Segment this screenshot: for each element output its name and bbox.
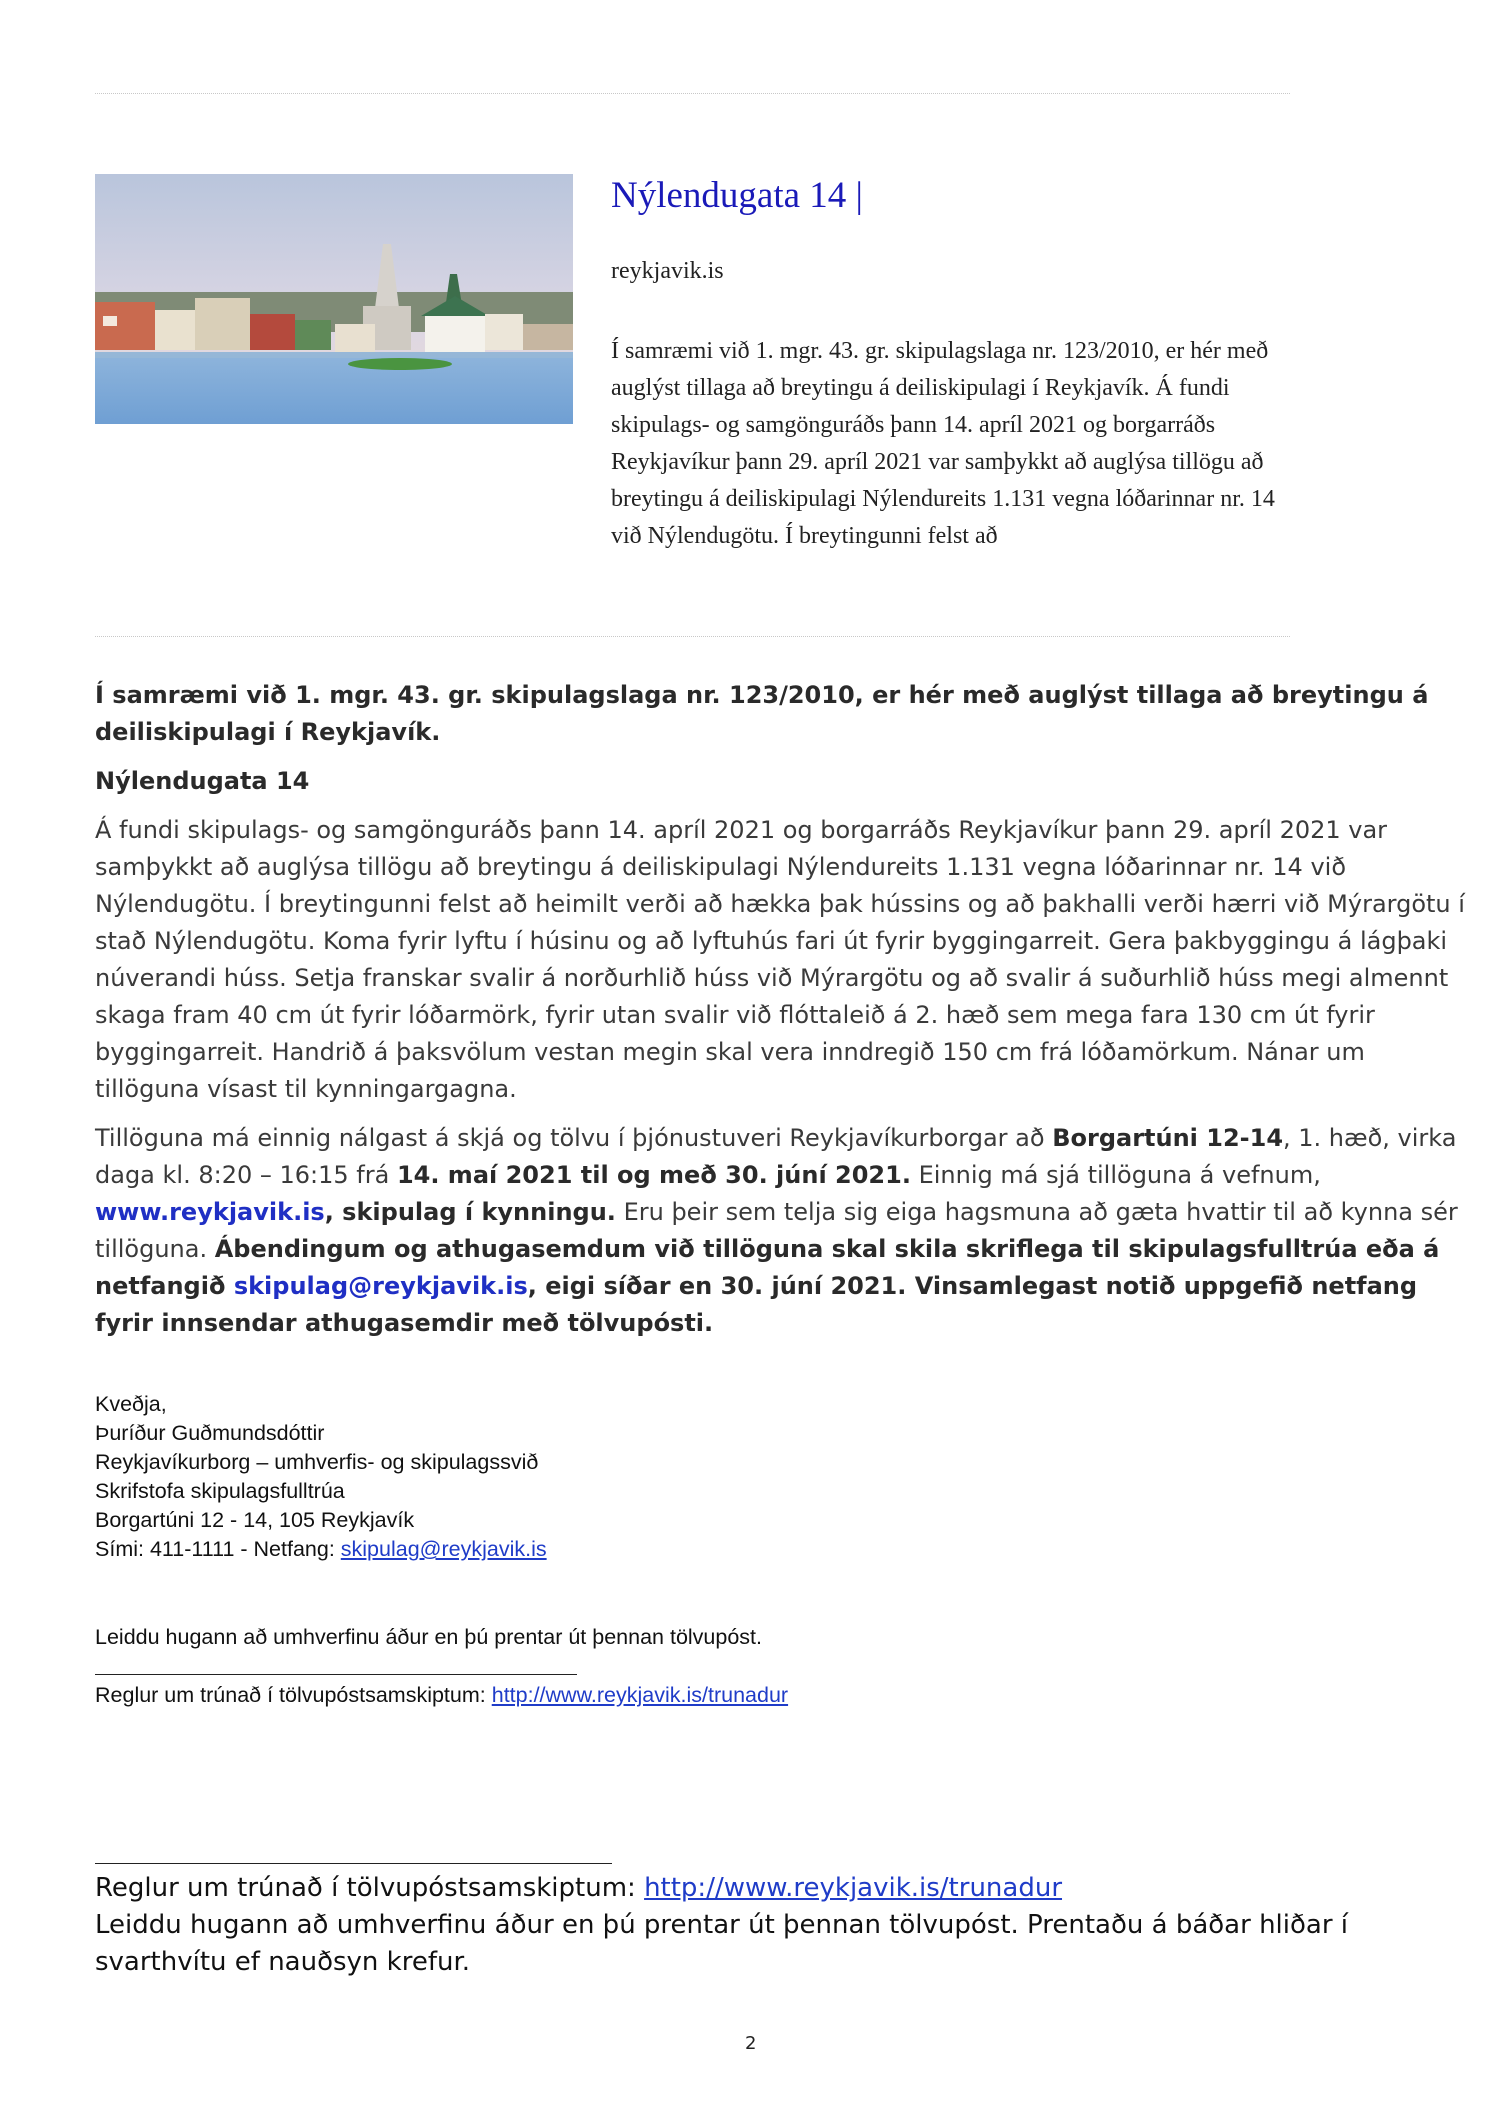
signature-address: Borgartúni 12 - 14, 105 Reykjavík [95,1508,415,1532]
card-title[interactable]: Nýlendugata 14 | [611,175,863,216]
signature-block [95,1390,547,1564]
signature-rule [95,1674,577,1675]
signature-office: Skrifstofa skipulagsfulltrúa [95,1479,345,1503]
card-source: reykjavik.is [611,258,724,284]
signature-name: Þuríður Guðmundsdóttir [95,1421,325,1445]
card-excerpt: Í samræmi við 1. mgr. 43. gr. skipulagslaga nr. 123/2010, er hér með auglýst tillaga að breytingu á deiliskipulagi í Reykjavík. Á fundi skipulags- og samgönguráðs þann 14. apríl 2021 og borgarráðs Reykjavíkur þann 29. apríl 2021 var samþykkt að auglýsa tillögu að breytingu á deiliskipulagi Nýlendureits 1.131 vegna lóðarinnar nr. 14 við Nýlendugötu. Í breytingunni felst að [611,338,1275,549]
notice-intro: Í samræmi við 1. mgr. 43. gr. skipulagslaga nr. 123/2010, er hér með auglýst tillaga að breytingu á deiliskipulagi í Reykjavík. [95,681,1429,746]
footer-confidentiality: Reglur um trúnað í tölvupóstsamskiptum: http://www.reykjavik.is/trunadur [95,1873,1063,1903]
notice-heading: Nýlendugata 14 [95,767,310,795]
notice-body [95,677,1470,1354]
footer-rule [95,1863,612,1864]
signature-email-link[interactable]: skipulag@reykjavik.is [340,1537,547,1561]
confidentiality-link[interactable]: http://www.reykjavik.is/trunadur [491,1683,789,1707]
env-note: Leiddu hugann að umhverfinu áður en þú prentar út þennan tölvupóst. [95,1625,762,1649]
page-number: 2 [745,2033,757,2054]
reykjavik-skyline-image [95,174,573,424]
website-link[interactable]: www.reykjavik.is [95,1198,325,1226]
top-separator [95,93,1290,94]
signature-department: Reykjavíkurborg – umhverfis- og skipulagssvið [95,1450,539,1474]
card-separator [95,636,1290,637]
notice-info: Tillöguna má einnig nálgast á skjá og tölvu í þjónustuveri Reykjavíkurborgar að Borgartúni 12-14, 1. hæð, virka daga kl. 8:20 – 16:15 frá 14. maí 2021 til og með 30. júní 2021. Einnig má sjá tillöguna á vefnum, www.reykjavik.is, skipulag í kynningu. Eru þeir sem telja sig eiga hagsmuna að gæta hvattir til að kynna sér tillöguna. Ábendingum og athugasemdum við tillöguna skal skila skriflega til skipulagsfulltrúa eða á netfangið skipulag@reykjavik.is, eigi síðar en 30. júní 2021. Vinsamlegast notið uppgefið netfang fyrir innsendar athugasemdir með tölvupósti. [95,1124,1458,1337]
notice-paragraph: Á fundi skipulags- og samgönguráðs þann 14. apríl 2021 og borgarráðs Reykjavíkur þann 29. apríl 2021 var samþykkt að auglýsa tillögu að breytingu á deiliskipulagi Nýlendureits 1.131 vegna lóðarinnar nr. 14 við Nýlendugötu. Í breytingunni felst að heimilt verði að hækka þak hússins og að þakhalli verði hærri við Mýrargötu í stað Nýlendugötu. Koma fyrir lyftu í húsinu og að lyftuhús fari út fyrir byggingarreit. Gera þakbyggingu á lágþaki núverandi húss. Setja franskar svalir á norðurhlið húss við Mýrargötu og að svalir á suðurhlið húss megi almennt skaga fram 40 cm út fyrir lóðarmörk, fyrir utan svalir við flóttaleið á 2. hæð sem mega fara 130 cm út fyrir byggingarreit. Handrið á þaksvölum vestan megin skal vera inndregið 150 cm frá lóðamörkum. Nánar um tillöguna vísast til kynningargagna. [95,816,1465,1103]
link-preview-image[interactable] [95,174,573,424]
confidentiality-line: Reglur um trúnað í tölvupóstsamskiptum: http://www.reykjavik.is/trunadur [95,1683,789,1707]
signature-greeting: Kveðja, [95,1392,167,1416]
signature-contact: Sími: 411-1111 - Netfang: skipulag@reykjavik.is [95,1537,547,1561]
email-link[interactable]: skipulag@reykjavik.is [233,1272,528,1300]
footer [95,1870,1475,1981]
footer-print-note: Leiddu hugann að umhverfinu áður en þú prentar út þennan tölvupóst. Prentaðu á báðar hliðar í svarthvítu ef nauðsyn krefur. [95,1910,1349,1977]
footer-confidentiality-link[interactable]: http://www.reykjavik.is/trunadur [644,1873,1063,1903]
